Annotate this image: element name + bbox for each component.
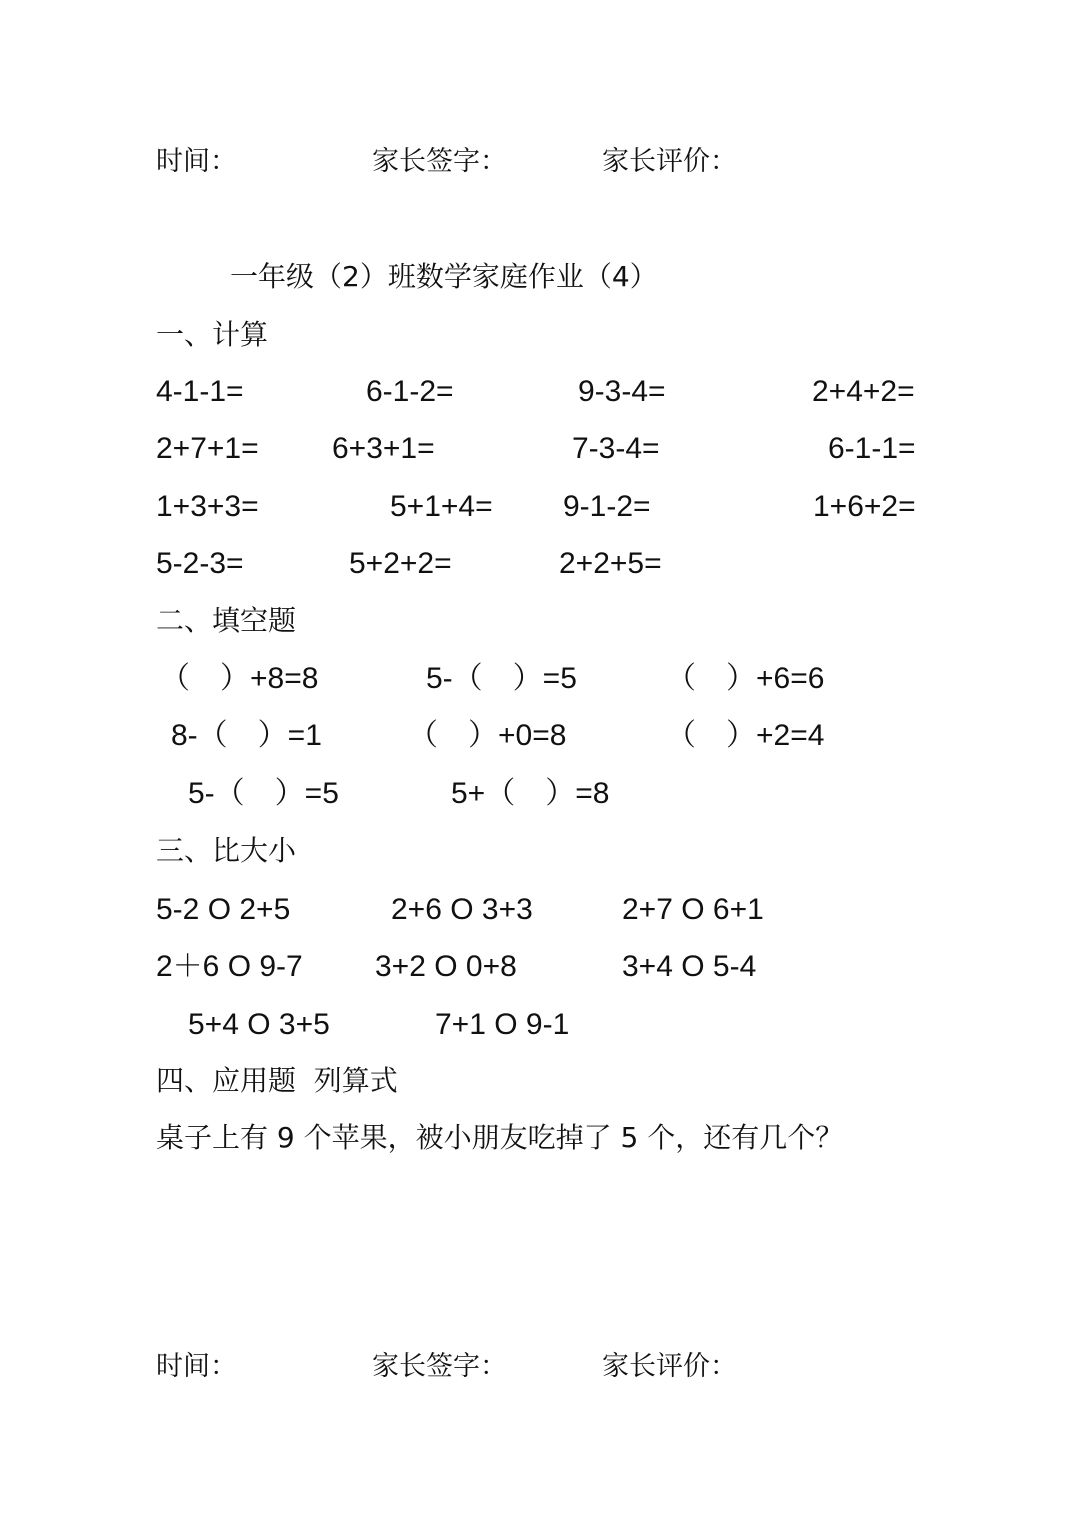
- compare-r3-c1: 5+4 O 3+5: [188, 1008, 330, 1041]
- section3-heading: 三、比大小: [156, 834, 297, 867]
- bottom-time-label: 时间：: [156, 1351, 237, 1382]
- page-title: 一年级（2）班数学家庭作业（4）: [230, 260, 658, 293]
- fill-r3-c2: 5+（ ）=8: [451, 777, 610, 810]
- compare-r2-c2: 3+2 O 0+8: [375, 950, 517, 983]
- top-time-label: 时间：: [156, 146, 237, 177]
- compare-r2-c3: 3+4 O 5-4: [622, 950, 757, 983]
- calc-r2-c2: 6+3+1=: [332, 432, 435, 465]
- calc-r1-c1: 4-1-1=: [156, 375, 244, 408]
- top-parent-eval-label: 家长评价：: [602, 146, 737, 177]
- fill-r1-c1: （ ）+8=8: [160, 662, 319, 695]
- section1-heading: 一、计算: [156, 318, 269, 351]
- calc-r2-c1: 2+7+1=: [156, 432, 259, 465]
- compare-r2-c1: 2＋6 O 9-7: [156, 950, 303, 983]
- calc-r1-c2: 6-1-2=: [366, 375, 454, 408]
- word-problem: 桌子上有 9 个苹果，被小朋友吃掉了 5 个，还有几个？: [156, 1121, 844, 1154]
- calc-r4-c2: 5+2+2=: [349, 547, 452, 580]
- calc-r3-c4: 1+6+2=: [813, 490, 916, 523]
- bottom-parent-eval-label: 家长评价：: [602, 1351, 737, 1382]
- fill-r3-c1: 5-（ ）=5: [188, 777, 339, 810]
- calc-r1-c4: 2+4+2=: [812, 375, 915, 408]
- fill-r1-c2: 5-（ ）=5: [426, 662, 577, 695]
- section4-heading: 四、应用题 列算式: [156, 1064, 398, 1097]
- calc-r3-c3: 9-1-2=: [563, 490, 651, 523]
- compare-r1-c3: 2+7 O 6+1: [622, 893, 764, 926]
- fill-r2-c1: 8-（ ）=1: [171, 719, 322, 752]
- fill-r2-c3: （ ）+2=4: [666, 719, 825, 752]
- compare-r1-c1: 5-2 O 2+5: [156, 893, 291, 926]
- calc-r3-c2: 5+1+4=: [390, 490, 493, 523]
- compare-r1-c2: 2+6 O 3+3: [391, 893, 533, 926]
- compare-r3-c2: 7+1 O 9-1: [435, 1008, 570, 1041]
- section2-heading: 二、填空题: [156, 604, 297, 637]
- top-parent-sign-label: 家长签字：: [372, 146, 507, 177]
- fill-r2-c2: （ ）+0=8: [408, 719, 567, 752]
- calc-r1-c3: 9-3-4=: [578, 375, 666, 408]
- fill-r1-c3: （ ）+6=6: [666, 662, 825, 695]
- calc-r4-c3: 2+2+5=: [559, 547, 662, 580]
- bottom-parent-sign-label: 家长签字：: [372, 1351, 507, 1382]
- calc-r4-c1: 5-2-3=: [156, 547, 244, 580]
- calc-r3-c1: 1+3+3=: [156, 490, 259, 523]
- calc-r2-c3: 7-3-4=: [572, 432, 660, 465]
- calc-r2-c4: 6-1-1=: [828, 432, 916, 465]
